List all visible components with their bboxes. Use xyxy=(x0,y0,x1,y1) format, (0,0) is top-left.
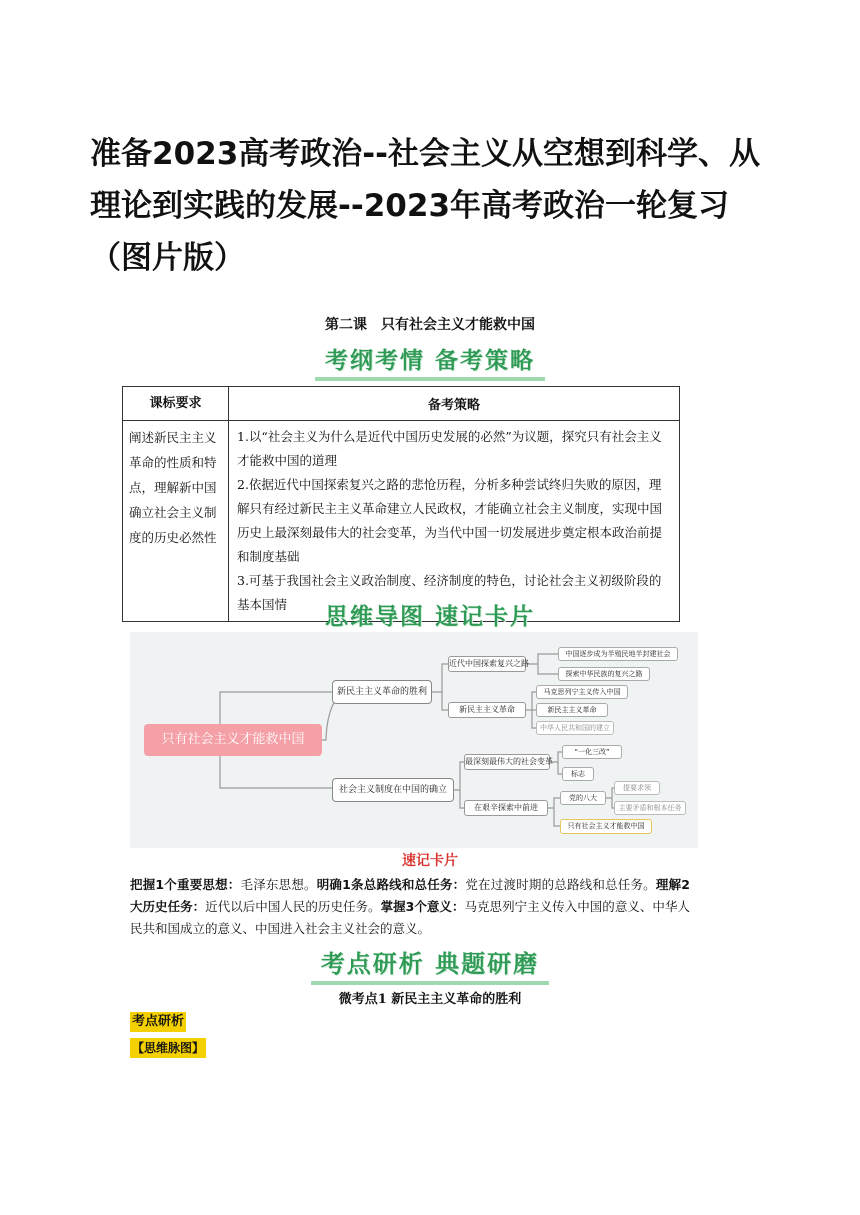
table-cell-requirement: 阐述新民主主义革命的性质和特点，理解新中国确立社会主义制度的历史必然性 xyxy=(123,421,229,622)
tag-analysis: 考点研析 xyxy=(130,1012,186,1032)
banner-analysis: 考点研析 典题研磨 xyxy=(0,944,860,985)
tag-mind-map: 【思维脉图】 xyxy=(130,1038,206,1058)
mind-map-leaf: “一化三改” xyxy=(562,745,622,759)
mind-map-leaf-highlighted: 只有社会主义才能救中国 xyxy=(560,819,652,834)
mind-map-leaf: 中华人民共和国的建立 xyxy=(536,721,614,735)
mind-map-branch-socialist-system: 社会主义制度在中国的确立 xyxy=(332,778,454,802)
strategy-item: 1.以“社会主义为什么是近代中国历史发展的必然”为议题，探究只有社会主义才能救中国的道理 xyxy=(237,429,662,468)
card-value: 毛泽东思想。 xyxy=(240,877,317,892)
mind-map-leaf: 中国逐步成为半殖民地半封建社会 xyxy=(558,647,678,661)
banner-exam-strategy: 考纲考情 备考策略 xyxy=(0,342,860,381)
mind-map-leaf: 主要矛盾和根本任务 xyxy=(614,801,686,815)
quick-card-title: 速记卡片 xyxy=(402,853,458,869)
mind-map-leaf: 马克思列宁主义传入中国 xyxy=(536,685,628,699)
mind-map xyxy=(130,632,698,848)
mind-map-node: 近代中国探索复兴之路 xyxy=(448,656,526,672)
card-key: 明确1条总路线和总任务： xyxy=(316,877,466,892)
lesson-title: 第二课 只有社会主义才能救中国 xyxy=(325,317,535,333)
mind-map-branch-victory: 新民主主义革命的胜利 xyxy=(332,680,432,704)
mind-map-leaf: 提要求领 xyxy=(614,781,660,795)
mind-map-leaf: 标志 xyxy=(562,767,594,781)
banner-mind-map: 思维导图 速记卡片 xyxy=(0,598,860,637)
card-value: 近代以后中国人民的历史任务。 xyxy=(205,899,381,914)
mind-map-leaf: 新民主主义革命 xyxy=(536,703,608,717)
strategy-item: 3.可基于我国社会主义政治制度、经济制度的特色，讨论社会主义初级阶段的基本国情 xyxy=(237,573,662,612)
table-header-strategy: 备考策略 xyxy=(229,387,680,421)
mind-map-root: 只有社会主义才能救中国 xyxy=(144,724,322,756)
curriculum-table xyxy=(122,386,680,622)
mind-map-leaf: 探索中华民族的复兴之路 xyxy=(558,667,650,681)
quick-card-text xyxy=(130,874,690,940)
card-key: 掌握3个意义： xyxy=(380,899,465,914)
mind-map-node: 最深刻最伟大的社会变革 xyxy=(464,754,550,770)
micro-point-title: 微考点1 新民主主义革命的胜利 xyxy=(338,992,522,1007)
table-header-requirement: 课标要求 xyxy=(123,387,229,421)
table-cell-strategies xyxy=(229,421,680,622)
document-title: 准备2023高考政治--社会主义从空想到科学、从理论到实践的发展--2023年高考政治一轮复习（图片版） xyxy=(90,136,761,276)
card-value: 党在过渡时期的总路线和总任务。 xyxy=(465,877,656,892)
card-value: 马克思列宁主义传入中国的意义、中华人民共和国成立的意义、中国进入社会主义社会的意义。 xyxy=(130,899,690,936)
mind-map-node: 新民主主义革命 xyxy=(448,702,526,718)
card-key: 理解2大历史任务： xyxy=(130,877,690,914)
mind-map-leaf: 党的八大 xyxy=(560,791,606,805)
strategy-item: 2.依据近代中国探索复兴之路的悲怆历程，分析多种尝试终归失败的原因，理解只有经过新民主主义革命建立人民政权，才能确立社会主义制度，实现中国历史上最深刻最伟大的社会变革，为当代中国一切发展进步奠定根本政治前提和制度基础 xyxy=(237,477,663,564)
mind-map-node: 在艰辛探索中前进 xyxy=(464,800,548,816)
card-key: 把握1个重要思想： xyxy=(130,877,241,892)
